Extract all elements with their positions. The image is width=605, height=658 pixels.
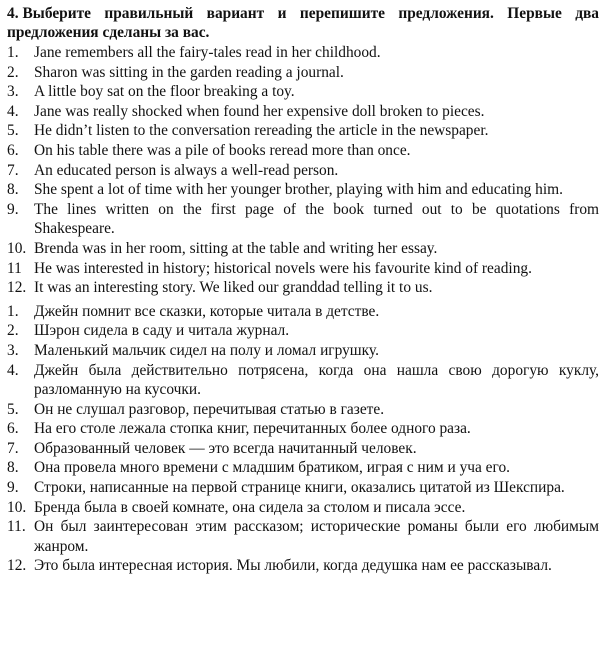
english-sentence [7,43,599,63]
russian-sentence [7,439,599,459]
sentence-text: Джейн помнит все сказки, которые читала в детстве. [34,302,380,320]
sentence-number: 12. [7,557,27,575]
sentence-number: 4. [7,102,19,120]
sentence-text: Маленький мальчик сидел на полу и ломал игрушку. [34,341,379,359]
russian-sentence [7,400,599,420]
sentence-text: Строки, написанные на первой странице книги, оказались цитатой из Шекспира. [34,479,565,497]
sentence-number: 5. [7,122,19,140]
sentence-number: 6. [7,420,19,438]
english-sentence [7,121,599,141]
exercise-number: 4. [7,5,19,22]
sentence-text: An educated person is always a well-read person. [34,161,339,179]
sentence-number: 3. [7,83,19,101]
sentence-text: Sharon was sitting in the garden reading a journal. [34,63,344,81]
russian-sentence [7,478,599,498]
sentence-number: 10. [7,239,27,257]
sentence-text: Она провела много времени с младшим братиком, играя с ним и уча его. [34,459,510,477]
sentence-text: Джейн была действительно потрясена, когда она нашла свою дорогую куклу, разломанную на кусочки. [34,361,599,399]
russian-sentence [7,498,599,518]
sentence-number: 9. [7,479,19,497]
russian-sentence [7,556,599,576]
sentence-number: 9. [7,200,19,218]
english-sentence [7,82,599,102]
sentence-text: На его столе лежала стопка книг, перечитанных более одного раза. [34,420,471,438]
russian-sentence [7,302,599,322]
sentence-number: 5. [7,400,19,418]
sentence-number: 4. [7,361,19,379]
sentence-number: 3. [7,341,19,359]
sentence-text: Jane remembers all the fairy-tales read in her childhood. [34,44,381,61]
sentence-text: Он не слушал разговор, перечитывая статью в газете. [34,400,385,418]
sentence-text: On his table there was a pile of books reread more than once. [34,141,411,159]
english-sentence [7,180,599,200]
english-sentence [7,102,599,122]
english-sentence [7,278,599,298]
sentence-text: She spent a lot of time with her younger brother, playing with him and educating him. [34,181,563,199]
sentence-number: 1. [7,44,19,61]
russian-sentence [7,321,599,341]
sentence-text: Образованный человек — это всегда начитанный человек. [34,439,417,457]
sentence-number: 7. [7,439,19,457]
sentence-number: 6. [7,141,19,159]
english-sentence-list [7,43,599,298]
sentence-text: He didn’t listen to the conversation rereading the article in the newspaper. [34,122,489,140]
russian-sentence [7,361,599,400]
sentence-text: Это была интересная история. Мы любили, когда дедушка нам ее рассказывал. [34,557,552,575]
russian-sentence [7,458,599,478]
russian-sentence [7,419,599,439]
exercise-heading [7,4,599,42]
sentence-number: 8. [7,459,19,477]
sentence-text: The lines written on the first page of the book turned out to be quotations from Shakespeare. [34,200,599,238]
english-sentence [7,200,599,239]
russian-sentence-list [7,302,599,576]
sentence-number: 8. [7,181,19,199]
english-sentence [7,161,599,181]
sentence-number: 2. [7,63,19,81]
sentence-number: 12. [7,279,27,297]
sentence-text: Бренда была в своей комнате, она сидела за столом и писала эссе. [34,498,466,516]
sentence-text: He was interested in history; historical novels were his favourite kind of reading. [34,259,532,277]
sentence-text: Он был заинтересован этим рассказом; исторические романы были его любимым жанром. [34,518,599,555]
english-sentence [7,63,599,83]
english-sentence [7,259,599,279]
sentence-number: 11. [7,518,26,536]
english-sentence [7,239,599,259]
sentence-text: It was an interesting story. We liked our granddad telling it to us. [34,279,433,297]
sentence-text: Шэрон сидела в саду и читала журнал. [34,322,290,340]
sentence-number: 2. [7,322,19,340]
sentence-text: Jane was really shocked when found her expensive doll broken to pieces. [34,102,485,120]
sentence-number: 1. [7,302,19,320]
sentence-number: 11 [7,259,22,277]
sentence-text: A little boy sat on the floor breaking a toy. [34,83,295,101]
english-sentence [7,141,599,161]
sentence-number: 7. [7,161,19,179]
russian-sentence [7,341,599,361]
sentence-number: 10. [7,498,27,516]
exercise-title: Выберите правильный вариант и перепишите предложения. Первые два предложения сделаны за вас. [7,5,599,41]
sentence-text: Brenda was in her room, sitting at the table and writing her essay. [34,239,438,257]
russian-sentence [7,517,599,556]
